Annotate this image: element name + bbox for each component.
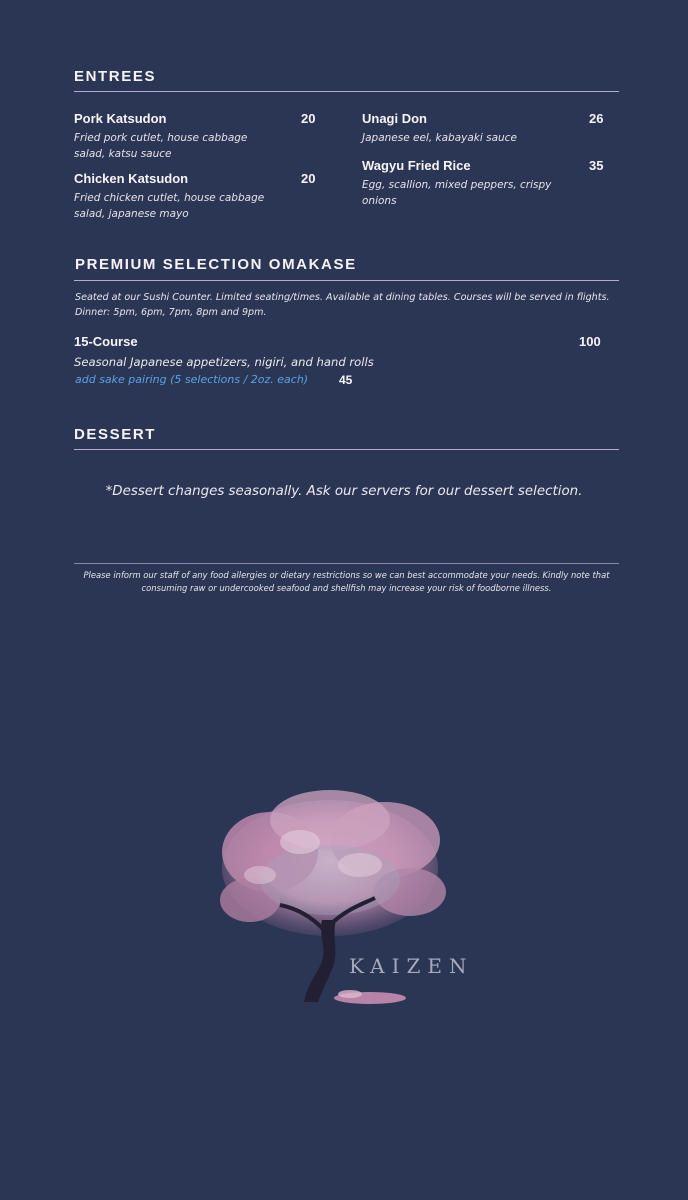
item-description: Fried pork cutlet, house cabbage salad, katsu sauce — [74, 132, 248, 160]
dessert-divider — [74, 449, 619, 450]
dessert-heading: DESSERT — [74, 426, 157, 443]
item-price: 20 — [301, 111, 316, 126]
cherry-blossom-tree-icon — [0, 780, 688, 1020]
item-name: Unagi Don — [362, 111, 427, 126]
brand-wordmark: KAIZEN — [349, 954, 474, 978]
sake-pairing-option: add sake pairing (5 selections / 2oz. each) — [75, 373, 309, 386]
allergy-disclaimer: Please inform our staff of any food allergies or dietary restrictions so we can best accommodate your needs. Kindly note that consuming raw or undercooked seafood and shellfish may increase your risk of foodborne illness. — [83, 570, 610, 593]
item-name: Chicken Katsudon — [74, 171, 189, 186]
entrees-divider — [74, 91, 619, 92]
item-description: Japanese eel, kabayaki sauce — [362, 132, 517, 144]
item-price: 26 — [589, 111, 604, 126]
item-name: Wagyu Fried Rice — [362, 158, 471, 173]
menu-item-wagyu-fried-rice — [362, 158, 607, 208]
item-description: Egg, scallion, mixed peppers, crispy onions — [362, 179, 552, 207]
menu-item-15-course — [74, 334, 609, 354]
item-price: 100 — [579, 334, 601, 349]
item-name: Pork Katsudon — [74, 111, 167, 126]
dessert-note: *Dessert changes seasonally. Ask our servers for our dessert selection. — [105, 484, 583, 499]
entrees-heading: ENTREES — [74, 68, 157, 85]
menu-item-pork-katsudon — [74, 111, 319, 161]
sake-pairing-price: 45 — [339, 373, 353, 387]
omakase-heading: PREMIUM SELECTION OMAKASE — [75, 256, 357, 273]
omakase-intro: Seated at our Sushi Counter. Limited seating/times. Available at dining tables. Courses will be served in flights. Dinner: 5pm, 6pm, 7pm, 8pm and 9pm. — [75, 292, 610, 318]
item-name: 15-Course — [74, 334, 138, 349]
disclaimer-divider — [74, 563, 619, 564]
kaizen-logo — [0, 780, 688, 1020]
item-price: 35 — [589, 158, 604, 173]
menu-item-chicken-katsudon — [74, 171, 319, 221]
menu-item-unagi-don — [362, 111, 607, 151]
item-description: Fried chicken cutlet, house cabbage salad, japanese mayo — [74, 192, 265, 220]
omakase-divider — [74, 280, 619, 281]
item-price: 20 — [301, 171, 316, 186]
course-description: Seasonal Japanese appetizers, nigiri, and hand rolls — [74, 355, 374, 369]
